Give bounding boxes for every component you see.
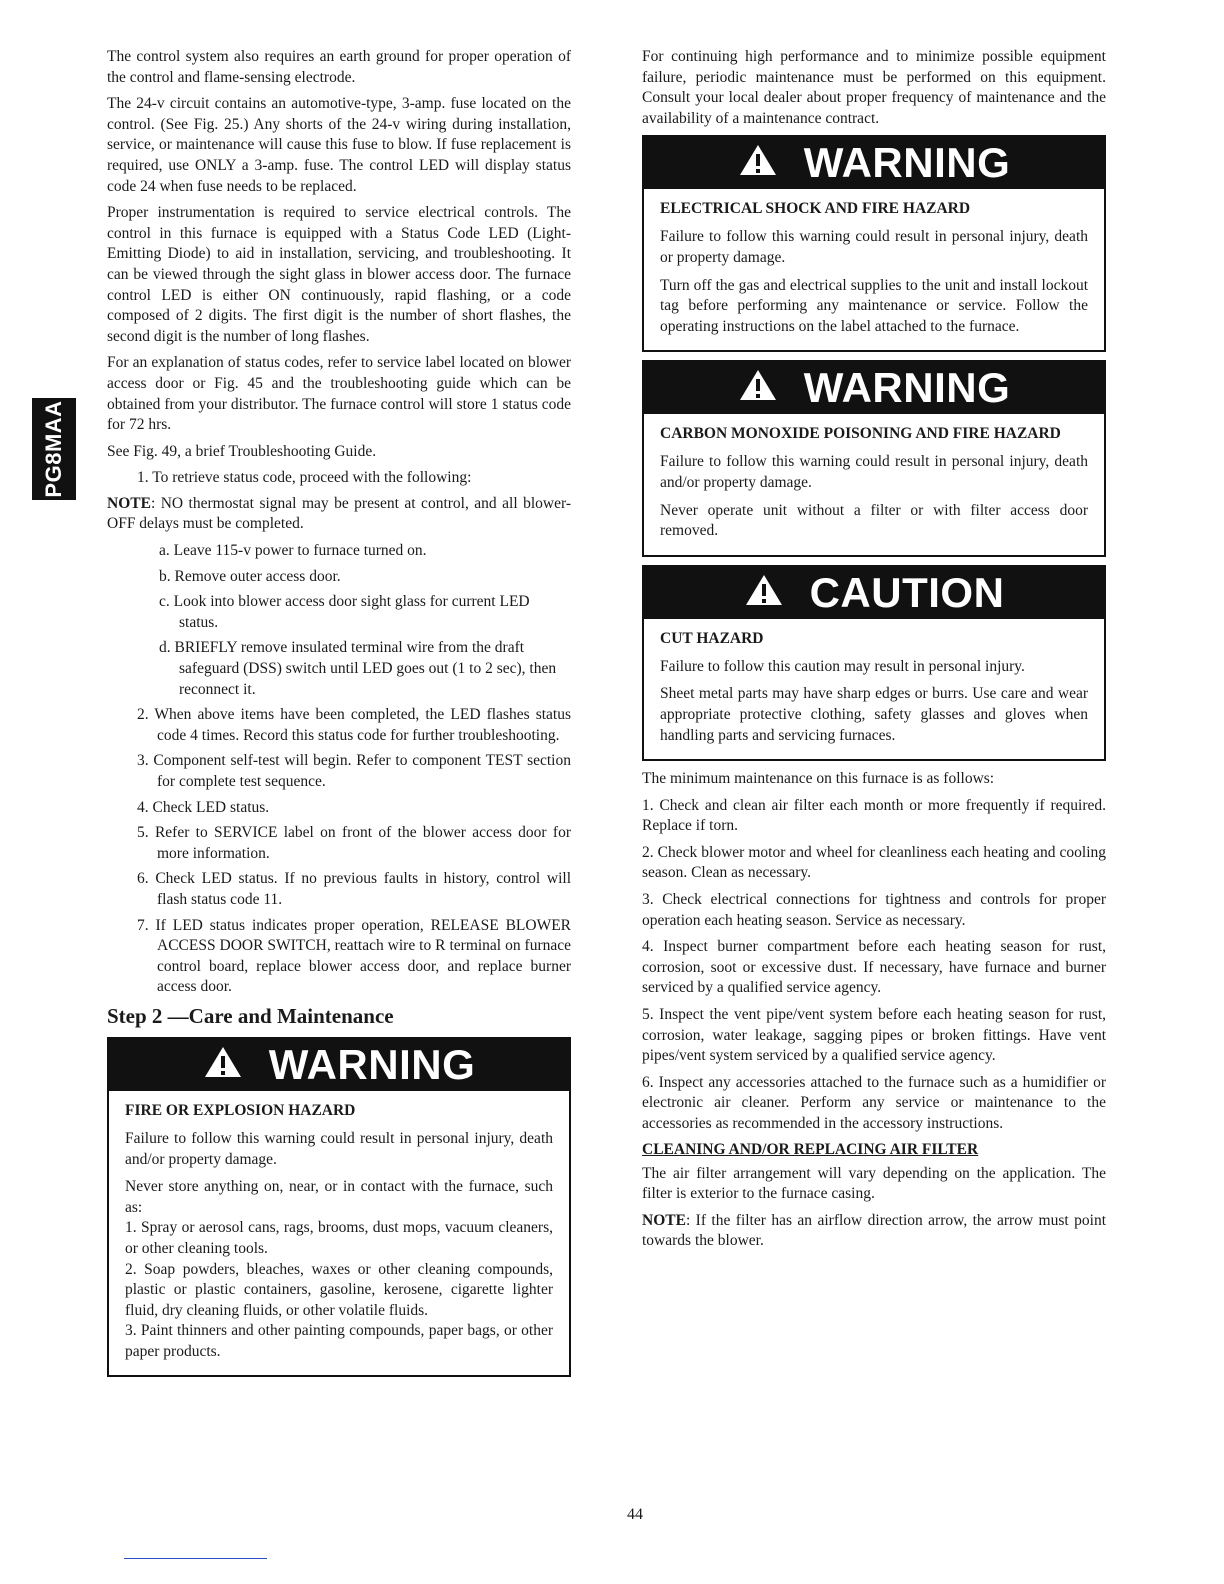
list-item: 3. Component self-test will begin. Refer to component TEST section for complete test sequence. bbox=[137, 752, 571, 790]
list-item: 7. If LED status indicates proper operation, RELEASE BLOWER ACCESS DOOR SWITCH, reattach wire to R terminal on furnace control board, replace blower access door, and replace burner access door. bbox=[137, 916, 571, 996]
list-item: 3. Paint thinners and other painting compounds, paper bags, or other paper products. bbox=[125, 1322, 553, 1360]
paragraph: Never operate unit without a filter or with filter access door removed. bbox=[660, 501, 1088, 540]
list-item: 1. Spray or aerosol cans, rags, brooms, dust mops, vacuum cleaners, or other cleaning tools. bbox=[125, 1219, 553, 1257]
note-label: NOTE bbox=[107, 494, 151, 512]
paragraph: Failure to follow this warning could result in personal injury, death or property damage. bbox=[660, 228, 1088, 266]
paragraph: Turn off the gas and electrical supplies to the unit and install lockout tag before performing any maintenance or service. Follow the operating instructions on the label attached to the furnace. bbox=[660, 276, 1088, 335]
paragraph: Proper instrumentation is required to service electrical controls. The control in this furnace is equipped with a Status Code LED (Light-Emitting Diode) to aid in installation, servicing, and troubleshooting. It can be viewed through the sight glass in blower access door. The furnace control LED is either ON continuously, rapid flashing, or a code composed of 2 digits. The first digit is the number of short flashes, the second digit is the number of long flashes. bbox=[107, 204, 571, 345]
list-item: 4. Check LED status. bbox=[137, 798, 270, 816]
note-text: : If the filter has an airflow direction arrow, the arrow must point towards the blower. bbox=[642, 1211, 1106, 1250]
side-tab: PG8MAA bbox=[32, 398, 76, 500]
list-item: 2. Soap powders, bleaches, waxes or other cleaning compounds, plastic or plastic containers, gasoline, kerosene, cigarette lighter fluid, dry cleaning fluids, or other volatile fluids. bbox=[125, 1260, 553, 1319]
warning-banner: WARNING bbox=[644, 362, 1104, 414]
paragraph: Failure to follow this caution may result in personal injury. bbox=[660, 657, 1025, 675]
list-item: 5. Refer to SERVICE label on front of the blower access door for more information. bbox=[137, 824, 571, 862]
note-label: NOTE bbox=[642, 1211, 686, 1229]
page-number: 44 bbox=[627, 1506, 643, 1523]
paragraph: For an explanation of status codes, refer to service label located on blower access door or Fig. 45 and the troubleshooting guide which can be obtained from your distributor. The furnace control will store 1 status code for 72 hrs. bbox=[107, 354, 571, 434]
left-column bbox=[107, 47, 571, 1385]
warning-triangle-icon bbox=[738, 364, 778, 412]
paragraph: Sheet metal parts may have sharp edges or burrs. Use care and wear appropriate protective clothing, safety glasses and gloves when handling parts and servicing furnaces. bbox=[660, 685, 1088, 744]
right-column bbox=[642, 47, 1106, 1258]
paragraph: Failure to follow this warning could result in personal injury, death and/or property damage. bbox=[660, 453, 1088, 491]
warning-box-electrical bbox=[642, 135, 1106, 352]
list-item: 5. Inspect the vent pipe/vent system before each heating season for rust, corrosion, water leakage, sagging pipes or broken fittings. Have vent pipes/vent system serviced by a qualified service agency. bbox=[642, 1006, 1106, 1065]
paragraph: See Fig. 49, a brief Troubleshooting Guide. bbox=[107, 442, 377, 460]
sub-item: b. Remove outer access door. bbox=[159, 567, 341, 585]
paragraph: Failure to follow this warning could result in personal injury, death and/or property damage. bbox=[125, 1129, 553, 1168]
list-item: 6. Check LED status. If no previous faults in history, control will flash status code 11. bbox=[137, 870, 571, 908]
list-item: 3. Check electrical connections for tightness and controls for proper operation each heating season. Service as necessary. bbox=[642, 891, 1106, 929]
hazard-title: FIRE OR EXPLOSION HAZARD bbox=[125, 1101, 356, 1119]
note-text: : NO thermostat signal may be present at control, and all blower-OFF delays must be completed. bbox=[107, 494, 571, 533]
paragraph: The air filter arrangement will vary depending on the application. The filter is exterior to the furnace casing. bbox=[642, 1164, 1106, 1203]
list-item: 1. Check and clean air filter each month or more frequently if required. Replace if torn. bbox=[642, 796, 1106, 835]
warning-box-carbon-monoxide bbox=[642, 360, 1106, 556]
paragraph: Never store anything on, near, or in contact with the furnace, such as: bbox=[125, 1178, 553, 1216]
subsection-heading: CLEANING AND/OR REPLACING AIR FILTER bbox=[642, 1140, 979, 1158]
paragraph: For continuing high performance and to minimize possible equipment failure, periodic maintenance must be performed on this equipment. Consult your local dealer about proper frequency of maintenance and the availability of a maintenance contract. bbox=[642, 48, 1106, 127]
note bbox=[642, 1211, 1106, 1252]
sub-item: d. BRIEFLY remove insulated terminal wire from the draft safeguard (DSS) switch until LED goes out (1 to 2 sec), then reconnect it. bbox=[159, 639, 557, 698]
warning-box-fire bbox=[107, 1037, 571, 1378]
list-item: 2. When above items have been completed, the LED flashes status code 4 times. Record this status code for further troubleshooting. bbox=[137, 706, 571, 744]
sub-item: a. Leave 115-v power to furnace turned on. bbox=[159, 542, 427, 560]
list-item: 6. Inspect any accessories attached to the furnace such as a humidifier or electronic air cleaner. Perform any service or maintenance to the accessories as recommended in the accessory instructions. bbox=[642, 1073, 1106, 1132]
warning-triangle-icon bbox=[738, 139, 778, 187]
paragraph: The control system also requires an earth ground for proper operation of the control and flame-sensing electrode. bbox=[107, 48, 571, 86]
hazard-title: ELECTRICAL SHOCK AND FIRE HAZARD bbox=[660, 200, 971, 218]
sub-item: c. Look into blower access door sight glass for current LED status. bbox=[159, 593, 530, 631]
caution-box-cut bbox=[642, 565, 1106, 761]
warning-triangle-icon bbox=[744, 569, 784, 617]
footer-rule bbox=[124, 1558, 267, 1559]
warning-banner: WARNING bbox=[644, 137, 1104, 189]
paragraph: The minimum maintenance on this furnace is as follows: bbox=[642, 770, 995, 788]
hazard-title: CUT HAZARD bbox=[660, 629, 764, 647]
note bbox=[107, 494, 571, 535]
hazard-title: CARBON MONOXIDE POISONING AND FIRE HAZARD bbox=[660, 425, 1061, 443]
list-item: 4. Inspect burner compartment before each heating season for rust, corrosion, soot or excessive dust. If necessary, have furnace and burner serviced by a qualified service agency. bbox=[642, 938, 1106, 997]
paragraph: The 24-v circuit contains an automotive-type, 3-amp. fuse located on the control. (See Fig. 25.) Any shorts of the 24-v wiring during installation, service, or maintenance will cause this fuse to blow. If fuse replacement is required, use ONLY a 3-amp. fuse. The control LED will display status code 24 when fuse needs to be replaced. bbox=[107, 95, 571, 195]
warning-banner: WARNING bbox=[109, 1039, 569, 1091]
warning-triangle-icon bbox=[203, 1041, 243, 1089]
section-heading: Step 2 —Care and Maintenance bbox=[107, 1003, 394, 1028]
list-item: 2. Check blower motor and wheel for cleanliness each heating and cooling season. Clean as necessary. bbox=[642, 843, 1106, 882]
caution-banner: CAUTION bbox=[644, 567, 1104, 619]
list-item: 1. To retrieve status code, proceed with the following: bbox=[137, 469, 472, 487]
